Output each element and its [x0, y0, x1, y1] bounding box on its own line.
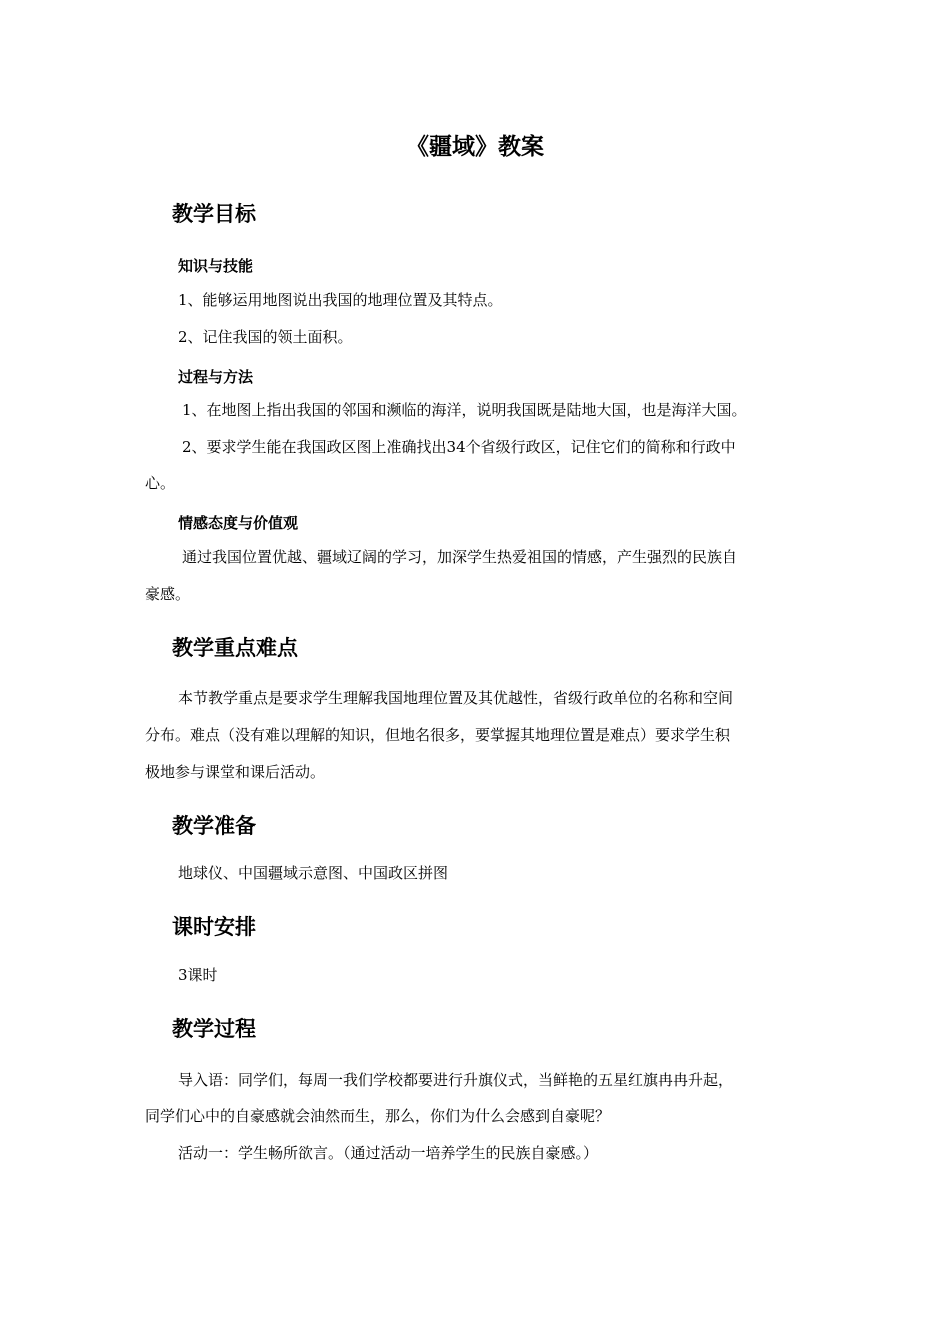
subheading-attitude: 情感态度与价值观 — [178, 514, 299, 532]
document-title: 《疆域》教案 — [406, 134, 544, 160]
heading-preparation: 教学准备 — [172, 814, 256, 838]
heading-keypoints: 教学重点难点 — [172, 636, 298, 660]
process-item-1: 1、在地图上指出我国的邻国和濒临的海洋，说明我国既是陆地大国，也是海洋大国。 — [182, 401, 747, 419]
procedure-line-1: 导入语：同学们，每周一我们学校都要进行升旗仪式，当鲜艳的五星红旗冉冉升起， — [178, 1071, 734, 1089]
heading-schedule: 课时安排 — [172, 915, 256, 939]
heading-procedure: 教学过程 — [172, 1017, 256, 1041]
procedure-line-2: 同学们心中的自豪感就会油然而生，那么，你们为什么会感到自豪呢？ — [145, 1107, 611, 1125]
process-item-2: 2、要求学生能在我国政区图上准确找出34个省级行政区，记住它们的简称和行政中 — [182, 438, 736, 456]
knowledge-item-2: 2、记住我国的领土面积。 — [178, 328, 353, 346]
schedule-text: 3课时 — [178, 966, 218, 984]
attitude-line-1: 通过我国位置优越、疆域辽阔的学习，加深学生热爱祖国的情感，产生强烈的民族自 — [182, 548, 738, 566]
keypoints-line-1: 本节教学重点是要求学生理解我国地理位置及其优越性，省级行政单位的名称和空间 — [178, 689, 734, 707]
procedure-line-3: 活动一：学生畅所欲言。（通过活动一培养学生的民族自豪感。） — [178, 1144, 599, 1162]
keypoints-line-3: 极地参与课堂和课后活动。 — [145, 763, 326, 781]
subheading-process: 过程与方法 — [178, 368, 254, 386]
heading-goals: 教学目标 — [172, 202, 256, 226]
subheading-knowledge: 知识与技能 — [178, 257, 254, 275]
attitude-line-2: 豪感。 — [145, 585, 191, 603]
preparation-text: 地球仪、中国疆域示意图、中国政区拼图 — [178, 864, 449, 882]
process-item-2-cont: 心。 — [145, 474, 176, 492]
keypoints-line-2: 分布。难点（没有难以理解的知识，但地名很多，要掌握其地理位置是难点）要求学生积 — [145, 726, 731, 744]
knowledge-item-1: 1、能够运用地图说出我国的地理位置及其特点。 — [178, 291, 503, 309]
